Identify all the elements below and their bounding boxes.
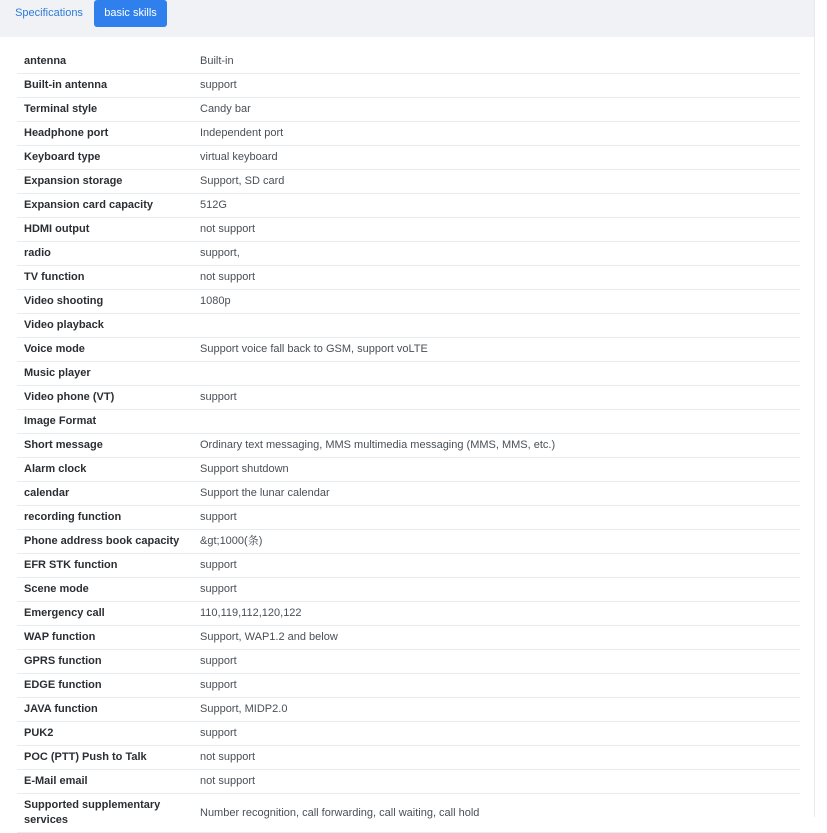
spec-value: Ordinary text messaging, MMS multimedia messaging (MMS, MMS, etc.): [193, 434, 800, 458]
spec-key: Supported supplementary services: [17, 794, 193, 833]
spec-value: Number recognition, call forwarding, call waiting, call hold: [193, 794, 800, 833]
tab-specifications[interactable]: Specifications: [15, 7, 83, 19]
spec-value: not support: [193, 770, 800, 794]
spec-key: GPRS function: [17, 650, 193, 674]
spec-key: EFR STK function: [17, 554, 193, 578]
spec-row: [17, 602, 800, 626]
spec-row: [17, 794, 800, 833]
spec-row: [17, 74, 800, 98]
spec-row: [17, 650, 800, 674]
spec-row: [17, 578, 800, 602]
spec-value: 110,119,112,120,122: [193, 602, 800, 626]
spec-row: [17, 50, 800, 74]
spec-key: Expansion card capacity: [17, 194, 193, 218]
spec-value: Support shutdown: [193, 458, 800, 482]
spec-value: Support, SD card: [193, 170, 800, 194]
spec-row: [17, 194, 800, 218]
spec-value: 512G: [193, 194, 800, 218]
spec-key: Headphone port: [17, 122, 193, 146]
spec-row: [17, 146, 800, 170]
tab-bar: [0, 0, 814, 37]
spec-key: Terminal style: [17, 98, 193, 122]
spec-panel: [0, 37, 814, 826]
spec-value: Candy bar: [193, 98, 800, 122]
spec-key: Emergency call: [17, 602, 193, 626]
spec-key: Music player: [17, 362, 193, 386]
spec-value: Support, WAP1.2 and below: [193, 626, 800, 650]
spec-key: Keyboard type: [17, 146, 193, 170]
spec-row: [17, 362, 800, 386]
tab-basic-skills[interactable]: basic skills: [94, 0, 167, 27]
spec-row: [17, 554, 800, 578]
spec-key: Video phone (VT): [17, 386, 193, 410]
spec-key: calendar: [17, 482, 193, 506]
spec-row: [17, 434, 800, 458]
spec-key: Video playback: [17, 314, 193, 338]
spec-value: not support: [193, 266, 800, 290]
spec-row: [17, 458, 800, 482]
spec-value: 1080p: [193, 290, 800, 314]
spec-value: Built-in: [193, 50, 800, 74]
spec-key: PUK2: [17, 722, 193, 746]
spec-key: Built-in antenna: [17, 74, 193, 98]
spec-value: [193, 362, 800, 386]
spec-key: Expansion storage: [17, 170, 193, 194]
spec-row: [17, 170, 800, 194]
spec-row: [17, 290, 800, 314]
spec-key: E-Mail email: [17, 770, 193, 794]
spec-value: Support, MIDP2.0: [193, 698, 800, 722]
spec-value: support: [193, 386, 800, 410]
spec-value: Support the lunar calendar: [193, 482, 800, 506]
scrollbar[interactable]: [814, 0, 827, 817]
spec-key: WAP function: [17, 626, 193, 650]
spec-row: [17, 122, 800, 146]
spec-key: EDGE function: [17, 674, 193, 698]
spec-table: [17, 50, 800, 833]
spec-value: support: [193, 578, 800, 602]
spec-value: Support voice fall back to GSM, support voLTE: [193, 338, 800, 362]
spec-row: [17, 410, 800, 434]
spec-row: [17, 770, 800, 794]
spec-key: Scene mode: [17, 578, 193, 602]
spec-key: POC (PTT) Push to Talk: [17, 746, 193, 770]
spec-value: support,: [193, 242, 800, 266]
spec-row: [17, 218, 800, 242]
spec-value: support: [193, 74, 800, 98]
spec-value: support: [193, 554, 800, 578]
spec-row: [17, 314, 800, 338]
spec-value: [193, 314, 800, 338]
spec-row: [17, 506, 800, 530]
spec-row: [17, 386, 800, 410]
spec-value: not support: [193, 746, 800, 770]
spec-value: support: [193, 506, 800, 530]
spec-key: Alarm clock: [17, 458, 193, 482]
spec-value: not support: [193, 218, 800, 242]
spec-row: [17, 242, 800, 266]
spec-value: [193, 410, 800, 434]
spec-row: [17, 482, 800, 506]
spec-key: Video shooting: [17, 290, 193, 314]
spec-value: Independent port: [193, 122, 800, 146]
spec-value: support: [193, 722, 800, 746]
spec-row: [17, 266, 800, 290]
spec-value: &gt;1000(条): [193, 530, 800, 554]
spec-row: [17, 698, 800, 722]
spec-key: HDMI output: [17, 218, 193, 242]
spec-key: Voice mode: [17, 338, 193, 362]
spec-key: JAVA function: [17, 698, 193, 722]
spec-table-body: [17, 50, 800, 833]
spec-key: Image Format: [17, 410, 193, 434]
spec-row: [17, 746, 800, 770]
spec-row: [17, 530, 800, 554]
spec-value: support: [193, 674, 800, 698]
spec-key: Short message: [17, 434, 193, 458]
spec-key: TV function: [17, 266, 193, 290]
spec-row: [17, 674, 800, 698]
spec-key: radio: [17, 242, 193, 266]
spec-key: Phone address book capacity: [17, 530, 193, 554]
spec-key: antenna: [17, 50, 193, 74]
spec-key: recording function: [17, 506, 193, 530]
spec-value: support: [193, 650, 800, 674]
spec-row: [17, 722, 800, 746]
spec-row: [17, 98, 800, 122]
spec-row: [17, 338, 800, 362]
spec-value: virtual keyboard: [193, 146, 800, 170]
spec-row: [17, 626, 800, 650]
